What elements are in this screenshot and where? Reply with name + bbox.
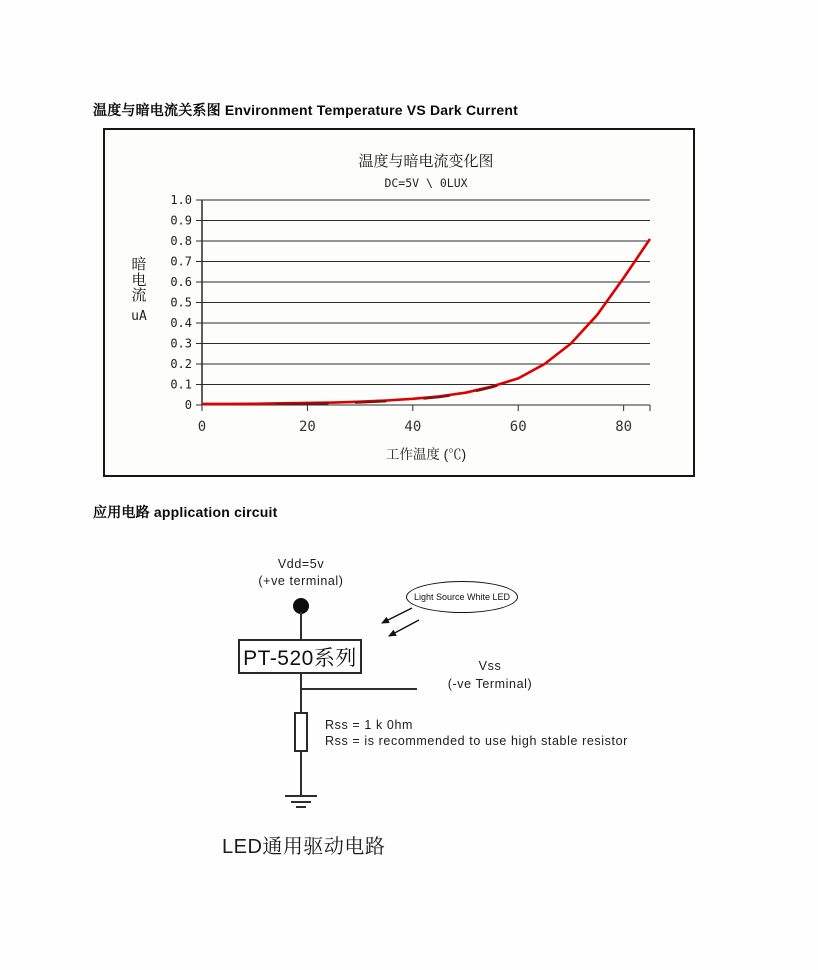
y-tick-label: 1.0 [170,193,192,207]
vdd-label: Vdd=5v [277,557,325,571]
ground-line [296,806,306,808]
y-tick-label: 0.1 [170,377,192,392]
y-tick-label: 0 [184,398,192,412]
temperature-dark-current-chart [105,130,697,479]
curve-shadow-segment [276,403,329,404]
wire-resistor-to-ground [300,752,302,795]
x-tick-label: 40 [404,419,422,435]
y-tick-label: 0.7 [170,254,192,269]
ground-line [291,801,311,803]
x-axis-title: 工作温度 (℃) [385,447,467,462]
y-tick-label: 0.3 [170,336,192,351]
y-tick-label: 0.4 [170,316,192,330]
ground-line [285,795,317,797]
wire-box-to-resistor [300,674,302,712]
light-source-label: Light Source White LED [413,592,511,602]
rss-value-label: Rss = 1 k 0hm [325,718,414,732]
pt520-box [238,639,362,674]
chart-subtitle: DC=5V \ 0LUX [384,176,468,190]
y-tick-label: 0.2 [170,357,192,371]
vdd-sub-label: (+ve terminal) [258,574,344,588]
x-tick-label: 0 [197,419,207,435]
pt520-box-label: PT-520系列 [243,646,357,670]
x-tick-label: 60 [509,419,527,435]
y-axis-label-text: 暗电流 [131,256,147,304]
y-tick-label: 0.9 [170,213,192,228]
dark-current-curve [202,239,650,404]
vss-label: Vss [478,659,502,673]
wire-vdd-to-box [300,612,302,639]
light-rays-arrows-icon [370,600,425,642]
rss-note-label: Rss = is recommended to use high stable resistor [325,734,628,748]
chart-title: 温度与暗电流变化图 [358,153,494,170]
curve-shadow-segment [355,401,387,402]
page-title: 温度与暗电流关系图 Environment Temperature VS Dark Current [93,102,518,118]
circuit-caption: LED通用驱动电路 [222,836,386,858]
y-tick-label: 0.6 [170,275,192,289]
x-tick-label: 20 [298,419,316,435]
y-tick-label: 0.5 [170,295,192,310]
vss-sub-label: (-ve Terminal) [447,677,533,691]
section-title-application-circuit: 应用电路 application circuit [93,504,278,520]
y-tick-label: 0.8 [170,234,192,248]
x-tick-label: 80 [615,419,633,435]
chart-frame [103,128,695,477]
resistor-symbol [294,712,308,752]
wire-to-vss [301,688,417,690]
y-axis-unit: uA [131,308,147,324]
